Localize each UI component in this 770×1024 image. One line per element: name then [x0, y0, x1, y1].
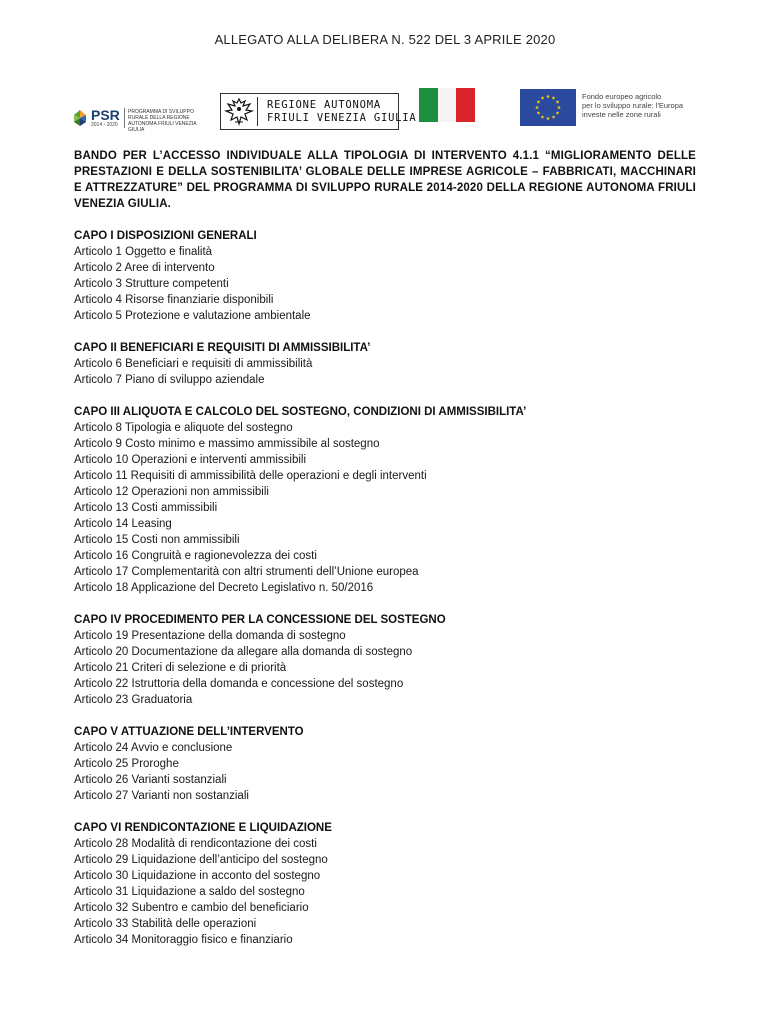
article-item: Articolo 4 Risorse finanziarie disponibili: [74, 294, 274, 306]
chapter-title: CAPO VI RENDICONTAZIONE E LIQUIDAZIONE: [74, 822, 332, 834]
table-of-contents: [74, 228, 714, 964]
article-item: Articolo 7 Piano di sviluppo aziendale: [74, 374, 265, 386]
header-reference: ALLEGATO ALLA DELIBERA N. 522 DEL 3 APRILE 2020: [214, 32, 556, 47]
regione-line-1: REGIONE AUTONOMA: [267, 99, 381, 111]
article-item: Articolo 11 Requisiti di ammissibilità delle operazioni e degli interventi: [74, 470, 427, 482]
chapter-section: [74, 340, 714, 388]
article-item: Articolo 20 Documentazione da allegare alla domanda di sostegno: [74, 646, 413, 658]
article-item: Articolo 9 Costo minimo e massimo ammissibile al sostegno: [74, 438, 380, 450]
psr-mark-icon: [72, 110, 88, 126]
chapter-title: CAPO V ATTUAZIONE DELL’INTERVENTO: [74, 726, 304, 738]
article-item: Articolo 29 Liquidazione dell’anticipo del sostegno: [74, 854, 328, 866]
article-item: Articolo 24 Avvio e conclusione: [74, 742, 233, 754]
eu-text: [582, 92, 683, 119]
article-item: Articolo 16 Congruità e ragionevolezza dei costi: [74, 550, 317, 562]
article-item: Articolo 6 Beneficiari e requisiti di ammissibilità: [74, 358, 313, 370]
chapter-section: [74, 820, 714, 948]
article-item: Articolo 33 Stabilità delle operazioni: [74, 918, 257, 930]
article-item: Articolo 14 Leasing: [74, 518, 172, 530]
article-item: Articolo 12 Operazioni non ammissibili: [74, 486, 269, 498]
chapter-title: CAPO I DISPOSIZIONI GENERALI: [74, 230, 257, 242]
flag-red-band: [456, 88, 475, 122]
article-item: Articolo 30 Liquidazione in acconto del sostegno: [74, 870, 321, 882]
chapter-section: [74, 724, 714, 804]
italy-flag-icon: [419, 88, 475, 122]
eu-line-3: investe nelle zone rurali: [582, 110, 661, 119]
chapter-title: CAPO III ALIQUOTA E CALCOLO DEL SOSTEGNO, CONDIZIONI DI AMMISSIBILITA’: [74, 406, 527, 418]
psr-name: PSR: [91, 107, 120, 123]
chapter-title: CAPO II BENEFICIARI E REQUISITI DI AMMISSIBILITA’: [74, 342, 371, 354]
article-item: Articolo 22 Istruttoria della domanda e concessione del sostegno: [74, 678, 404, 690]
regione-line-2: FRIULI VENEZIA GIULIA: [267, 112, 417, 124]
article-item: Articolo 8 Tipologia e aliquote del sostegno: [74, 422, 293, 434]
article-item: Articolo 26 Varianti sostanziali: [74, 774, 227, 786]
eu-flag-icon: [520, 89, 576, 126]
regione-text: [267, 99, 417, 125]
eu-feasr-logo: [520, 89, 690, 127]
chapter-section: [74, 404, 714, 596]
eu-line-1: Fondo europeo agricolo: [582, 92, 662, 101]
document-title: BANDO PER L’ACCESSO INDIVIDUALE ALLA TIPOLOGIA DI INTERVENTO 4.1.1 “MIGLIORAMENTO DELLE PRESTAZIONI E DELLA SOSTENIBILITA’ GLOBALE DELLE IMPRESE AGRICOLE – FABBRICATI, MACCHINARI E ATTREZZATURE” DEL PROGRAMMA DI SVILUPPO RURALE 2014-2020 DELLA REGIONE AUTONOMA FRIULI VENEZIA GIULIA.: [74, 150, 696, 210]
article-item: Articolo 10 Operazioni e interventi ammissibili: [74, 454, 307, 466]
psr-logo: [72, 107, 197, 133]
article-item: Articolo 17 Complementarità con altri strumenti dell’Unione europea: [74, 566, 419, 578]
article-item: Articolo 1 Oggetto e finalità: [74, 246, 213, 258]
chapter-title: CAPO IV PROCEDIMENTO PER LA CONCESSIONE DEL SOSTEGNO: [74, 614, 446, 626]
article-item: Articolo 19 Presentazione della domanda di sostegno: [74, 630, 346, 642]
regione-fvg-logo: [220, 93, 417, 130]
article-item: Articolo 2 Aree di intervento: [74, 262, 215, 274]
article-item: Articolo 31 Liquidazione a saldo del sostegno: [74, 886, 305, 898]
article-item: Articolo 15 Costi non ammissibili: [74, 534, 240, 546]
article-item: Articolo 34 Monitoraggio fisico e finanziario: [74, 934, 293, 946]
article-item: Articolo 28 Modalità di rendicontazione dei costi: [74, 838, 317, 850]
article-item: Articolo 3 Strutture competenti: [74, 278, 229, 290]
article-item: Articolo 32 Subentro e cambio del beneficiario: [74, 902, 309, 914]
article-item: Articolo 27 Varianti non sostanziali: [74, 790, 249, 802]
article-item: Articolo 18 Applicazione del Decreto Legislativo n. 50/2016: [74, 582, 374, 594]
regione-divider: [257, 97, 258, 126]
psr-years: 2014 - 2020: [91, 122, 118, 128]
article-item: Articolo 25 Proroghe: [74, 758, 179, 770]
chapter-section: [74, 612, 714, 708]
article-item: Articolo 23 Graduatoria: [74, 694, 193, 706]
psr-divider: [124, 108, 125, 128]
article-item: Articolo 13 Costi ammissibili: [74, 502, 218, 514]
eagle-icon: [223, 96, 255, 127]
chapter-section: [74, 228, 714, 324]
flag-green-band: [419, 88, 438, 122]
psr-description: PROGRAMMA DI SVILUPPO RURALE DELLA REGIONE AUTONOMA FRIULI VENEZIA GIULIA: [128, 109, 197, 133]
logo-bar: [0, 86, 770, 132]
article-item: Articolo 5 Protezione e valutazione ambientale: [74, 310, 311, 322]
flag-white-band: [438, 88, 457, 122]
eu-line-2: per lo sviluppo rurale: l'Europa: [582, 101, 684, 110]
article-item: Articolo 21 Criteri di selezione e di priorità: [74, 662, 287, 674]
